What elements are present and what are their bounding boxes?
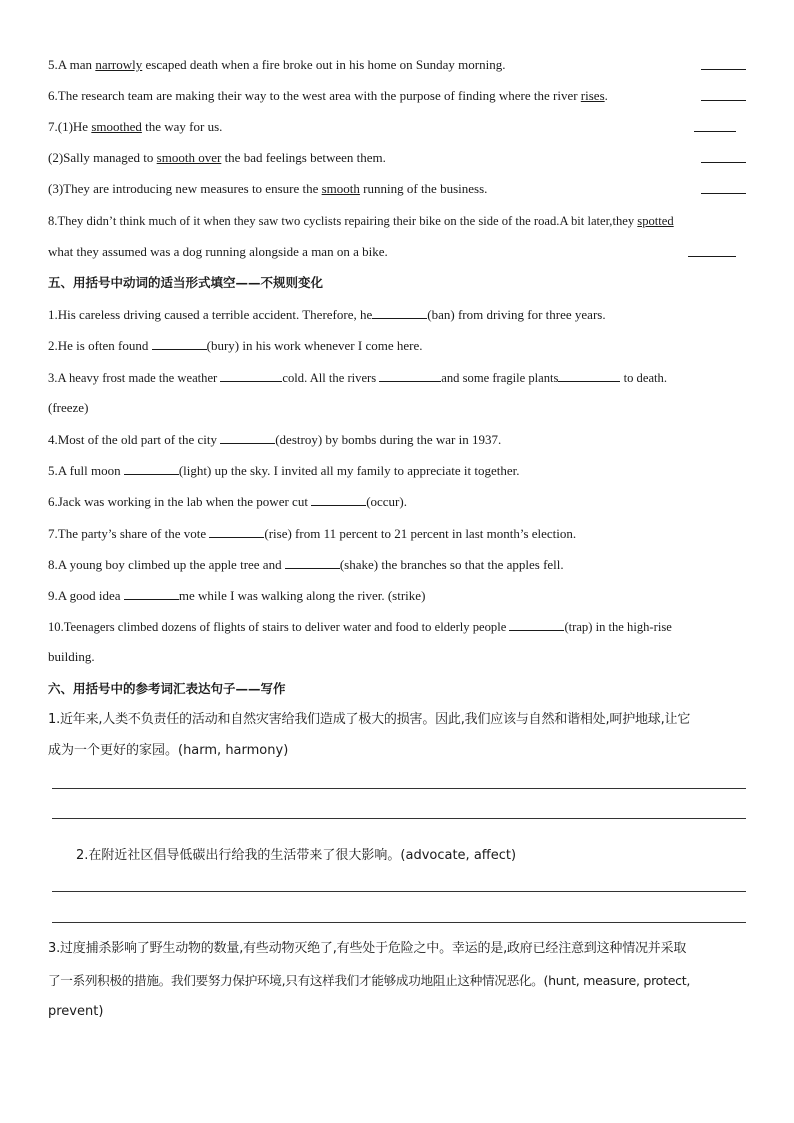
underlined-word: narrowly <box>95 57 143 72</box>
p4-question-5: 5.A man narrowly escaped death when a fire broke out in his home on Sunday morning. <box>48 57 746 73</box>
p5-question-9: 9.A good idea me while I was walking along the river. (strike) <box>48 588 426 603</box>
p4-question-7-1: 7.(1)He smoothed the way for us. <box>48 119 746 135</box>
fill-blank[interactable] <box>209 525 264 538</box>
p6-question-3-line1: 3.过度捕杀影响了野生动物的数量,有些动物灭绝了,有些处于危险之中。幸运的是,政府已经注意到这种情况并采取 <box>48 941 687 956</box>
p5-question-5: 5.A full moon (light) up the sky. I invited all my family to appreciate it together. <box>48 463 520 478</box>
answer-blank[interactable] <box>701 193 746 194</box>
p5-question-10-line2: building. <box>48 649 95 664</box>
section-5-heading: 五、用括号中动词的适当形式填空——不规则变化 <box>48 275 324 290</box>
underlined-word: rises <box>580 88 605 103</box>
underlined-word: smooth <box>321 181 360 196</box>
p4-question-8-line1: 8.They didn’t think much of it when they saw two cyclists repairing their bike on the side of the road.A bit later,they spotted <box>48 214 674 228</box>
fill-blank[interactable] <box>509 618 564 631</box>
answer-blank[interactable] <box>688 256 736 257</box>
p5-question-3-line2: (freeze) <box>48 400 89 415</box>
p5-question-3-line1: 3.A heavy frost made the weather cold. All the rivers and some fragile plants to death. <box>48 371 667 385</box>
underlined-word: smooth over <box>156 150 222 165</box>
fill-blank[interactable] <box>124 587 179 600</box>
p6-question-1-line2: 成为一个更好的家园。(harm, harmony) <box>48 743 289 758</box>
p6-question-2: 2.在附近社区倡导低碳出行给我的生活带来了很大影响。(advocate, affect) <box>76 848 517 863</box>
answer-blank[interactable] <box>701 100 746 101</box>
answer-blank[interactable] <box>694 131 736 132</box>
fill-blank[interactable] <box>152 337 207 350</box>
p5-question-10-line1: 10.Teenagers climbed dozens of flights of stairs to deliver water and food to elderly people (trap) in the high-rise <box>48 620 672 634</box>
p4-question-7-3: (3)They are introducing new measures to ensure the smooth running of the business. <box>48 181 746 197</box>
p4-question-8-line2: what they assumed was a dog running alongside a man on a bike. <box>48 244 746 260</box>
answer-blank[interactable] <box>701 69 746 70</box>
p5-question-2: 2.He is often found (bury) in his work whenever I come here. <box>48 338 423 353</box>
fill-blank[interactable] <box>220 431 275 444</box>
fill-blank[interactable] <box>220 369 282 382</box>
underlined-word: spotted <box>637 214 674 228</box>
section-6-heading: 六、用括号中的参考词汇表达句子——写作 <box>48 681 286 696</box>
writing-line[interactable] <box>52 818 746 819</box>
p5-question-4: 4.Most of the old part of the city (destroy) by bombs during the war in 1937. <box>48 432 502 447</box>
underlined-word: smoothed <box>91 119 142 134</box>
fill-blank[interactable] <box>311 493 366 506</box>
writing-line[interactable] <box>52 922 746 923</box>
fill-blank[interactable] <box>558 369 620 382</box>
fill-blank[interactable] <box>372 306 427 319</box>
p4-question-6: 6.The research team are making their way to the west area with the purpose of finding where the river rises. <box>48 88 746 104</box>
p5-question-7: 7.The party’s share of the vote (rise) from 11 percent to 21 percent in last month’s election. <box>48 526 577 541</box>
writing-line[interactable] <box>52 891 746 892</box>
p5-question-1: 1.His careless driving caused a terrible accident. Therefore, he (ban) from driving for three years. <box>48 307 606 322</box>
writing-line[interactable] <box>52 788 746 789</box>
fill-blank[interactable] <box>285 556 340 569</box>
p5-question-6: 6.Jack was working in the lab when the power cut (occur). <box>48 494 407 509</box>
answer-blank[interactable] <box>701 162 746 163</box>
p6-question-3-line2: 了一系列积极的措施。我们要努力保护环境,只有这样我们才能够成功地阻止这种情况恶化。(hunt, measure, protect, <box>48 973 691 988</box>
p4-question-7-2: (2)Sally managed to smooth over the bad feelings between them. <box>48 150 746 166</box>
p6-question-1-line1: 1.近年来,人类不负责任的活动和自然灾害给我们造成了极大的损害。因此,我们应该与自然和谐相处,呵护地球,让它 <box>48 712 691 727</box>
p6-question-3-line3: prevent) <box>48 1004 104 1019</box>
fill-blank[interactable] <box>124 462 179 475</box>
fill-blank[interactable] <box>379 369 441 382</box>
p5-question-8: 8.A young boy climbed up the apple tree and (shake) the branches so that the apples fell. <box>48 557 564 572</box>
